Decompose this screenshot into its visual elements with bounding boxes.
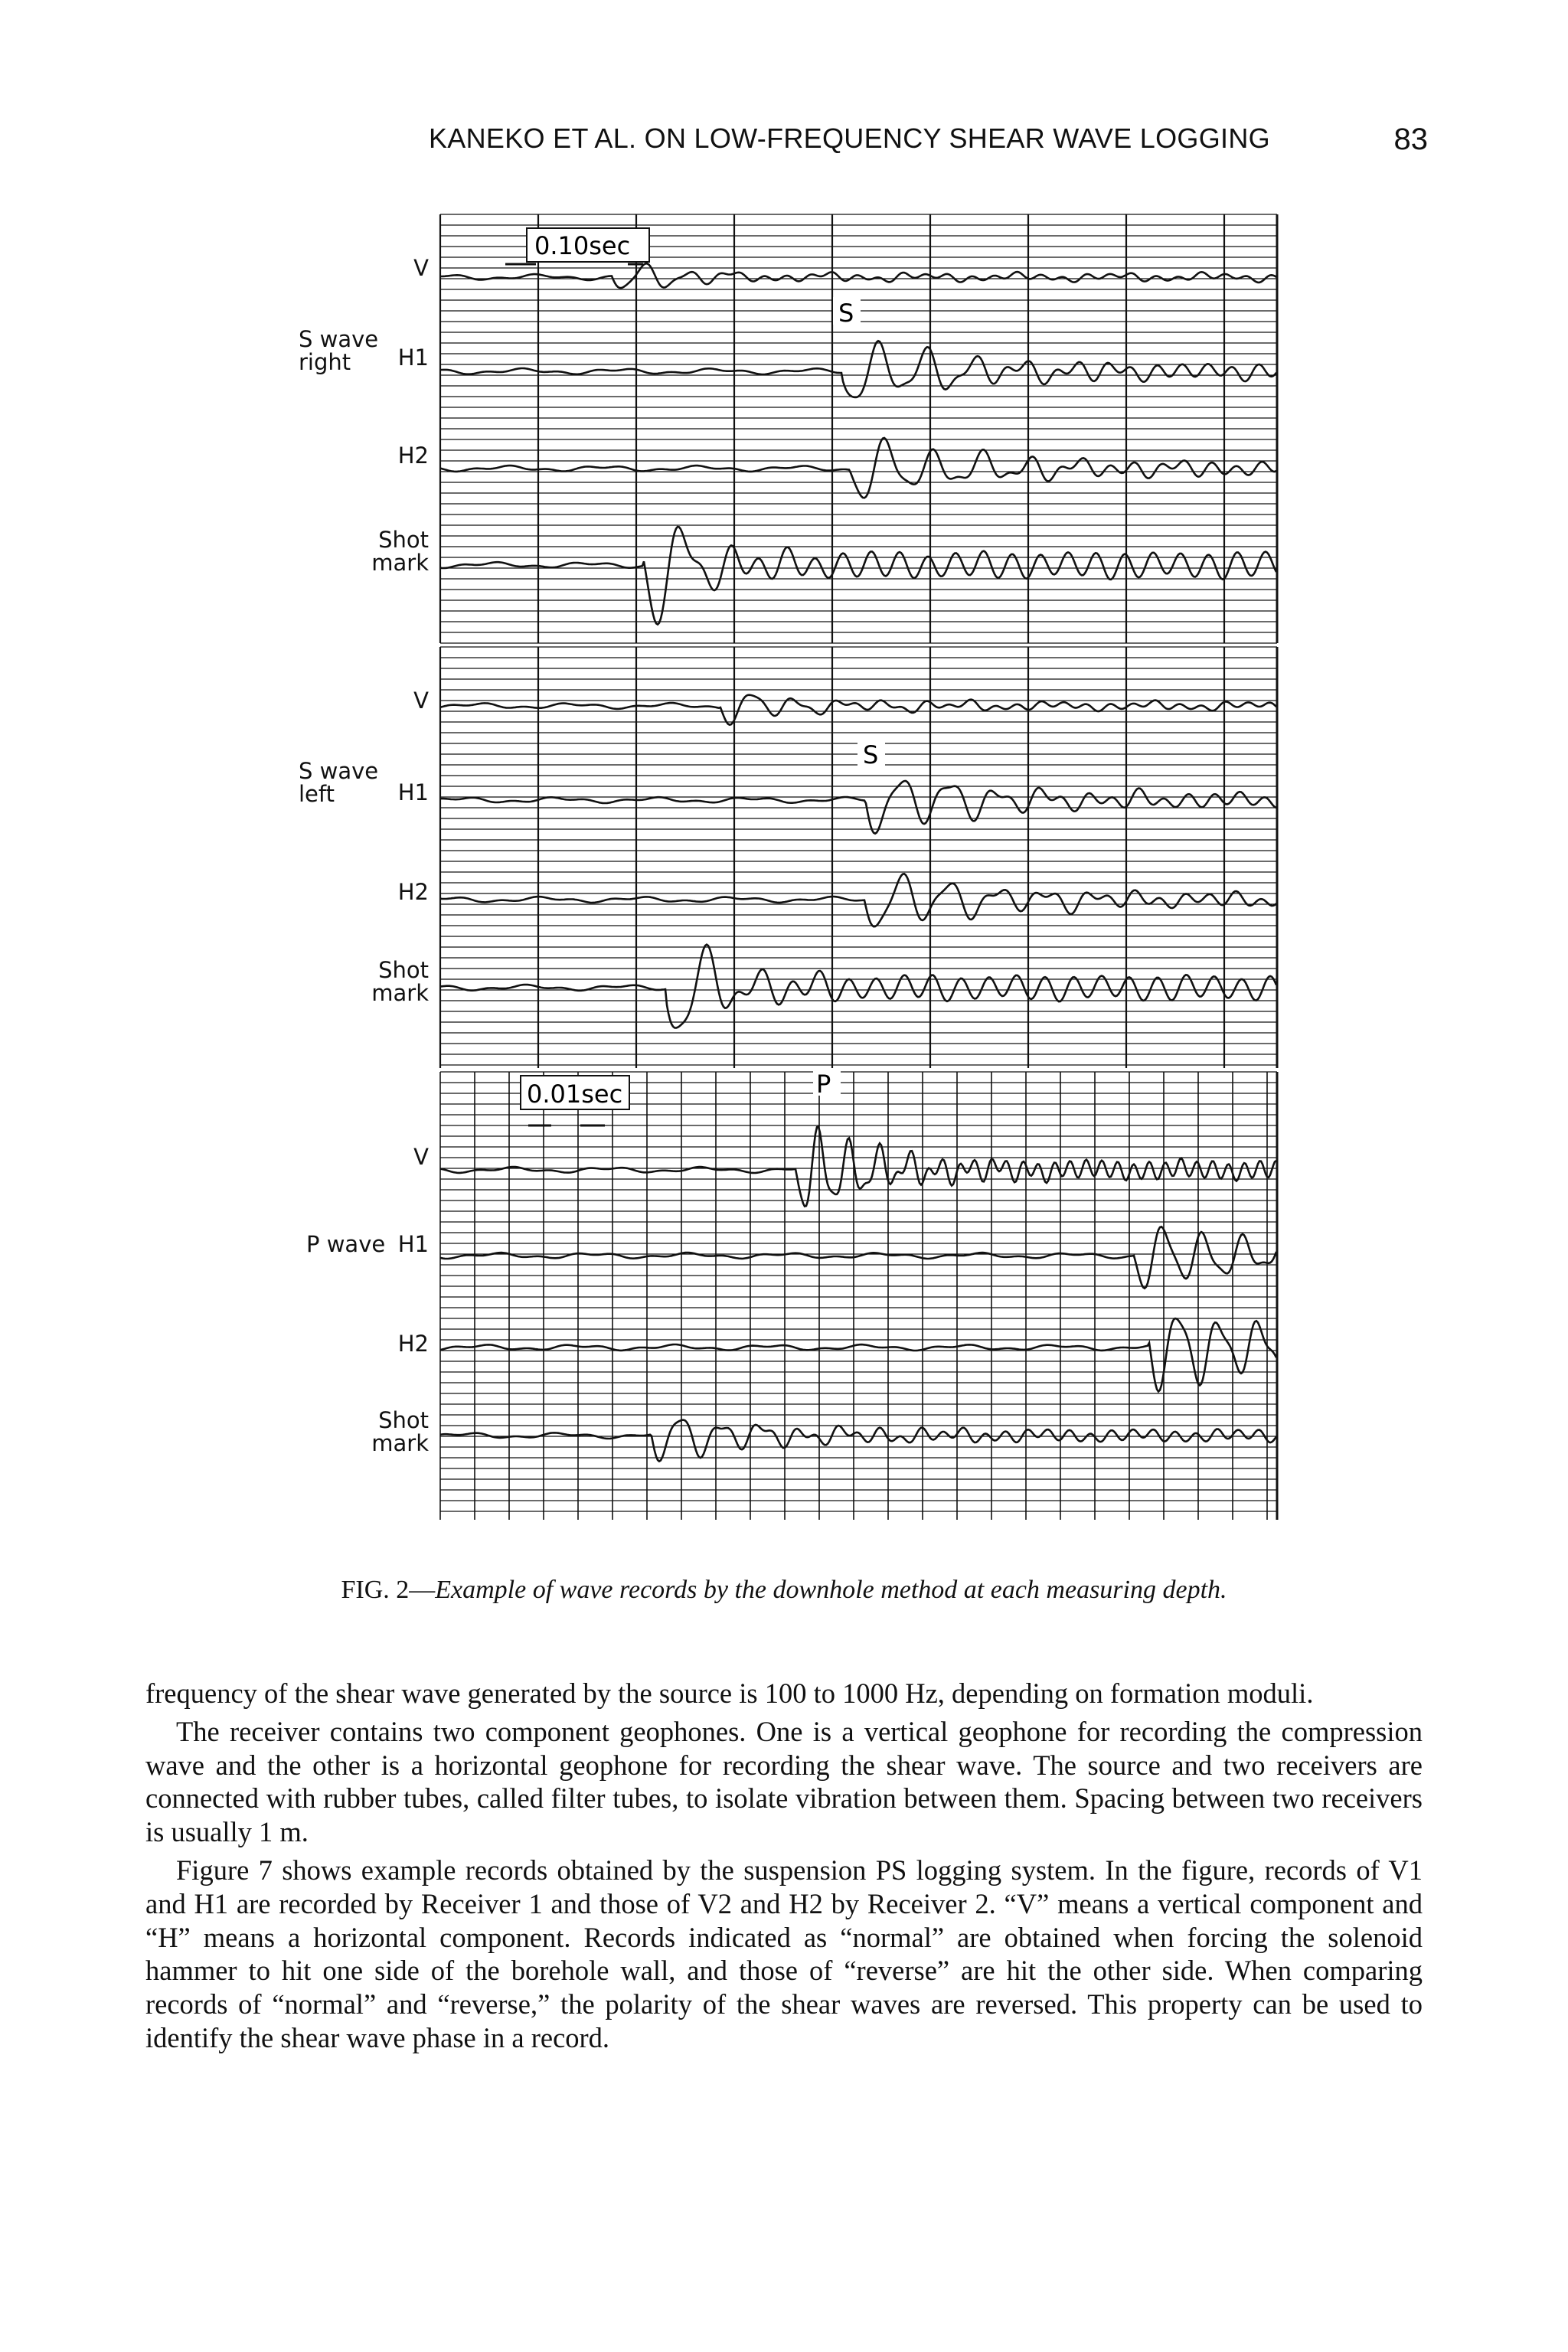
trace-label-v: V [413, 1144, 429, 1170]
paragraph: The receiver contains two component geophones. One is a vertical geophone for recording the compression wave and the other is a horizontal geophone for recording the shear wave. The source and two receivers are connected with rubber tubes, called filter tubes, to isolate vibration between them. Spacing between two receivers is usually 1 m. [145, 1715, 1423, 1848]
time-scale-label: 0.01sec [527, 1080, 623, 1109]
trace-label-h2: H2 [397, 879, 429, 905]
trace-h2 [440, 874, 1276, 926]
page-number: 83 [1393, 122, 1428, 156]
trace-label-h2: H2 [397, 443, 429, 469]
record-grid [440, 214, 1277, 1520]
wave-traces [440, 263, 1276, 1461]
trace-label-shot-mark [352, 1409, 429, 1455]
running-title: KANEKO ET AL. ON LOW-FREQUENCY SHEAR WAVE LOGGING [429, 122, 1270, 154]
paragraph: Figure 7 shows example records obtained by the suspension PS logging system. In the figure, records of V1 and H1 are recorded by Receiver 1 and those of V2 and H2 by Receiver 2. “V” means a vertical component and “H” means a horizontal component. Records indicated as “normal” are obtained when forcing the solenoid hammer to hit one side of the borehole wall, and those of “reverse” are hit the other side. When comparing records of “normal” and “reverse,” the polarity of the shear waves are reversed. This property can be used to identify the shear wave phase in a record. [145, 1854, 1423, 2053]
trace-v [440, 263, 1276, 288]
time-scale-label: 0.10sec [534, 231, 631, 260]
body-text [145, 1677, 1423, 2055]
trace-label-shot: Shot [378, 527, 429, 553]
trace-v [440, 695, 1276, 725]
trace-label-mark: mark [371, 550, 429, 577]
trace-label-h1: H1 [397, 779, 429, 805]
caption-text: Example of wave records by the downhole method at each measuring depth. [435, 1576, 1227, 1604]
group-label-line-1: S wave [299, 326, 379, 352]
group-label-line-1: S wave [299, 758, 379, 784]
figure-caption [0, 1576, 1568, 1605]
trace-label-shot-mark [352, 528, 429, 575]
paragraph-continuation: frequency of the shear wave generated by the source is 100 to 1000 Hz, depending on formation moduli. [145, 1677, 1314, 1709]
trace-label-v: V [413, 688, 429, 714]
group-label-line-2: right [299, 349, 351, 376]
group-label-s-wave-right [299, 328, 378, 374]
group-label-line-2: left [299, 781, 335, 808]
trace-v [440, 1127, 1276, 1207]
trace-h1 [440, 781, 1276, 834]
trace-label-v: V [413, 255, 429, 281]
trace-label-mark: mark [371, 980, 429, 1007]
trace-label-h1: H1 [397, 1231, 429, 1257]
group-label-p-wave: P wave [306, 1231, 386, 1257]
trace-label-shot: Shot [378, 1407, 429, 1433]
trace-label-shot: Shot [378, 957, 429, 983]
trace-label-h1: H1 [397, 345, 429, 371]
trace-shot-mark [440, 527, 1276, 625]
caption-prefix: FIG. 2— [341, 1576, 436, 1604]
s-pick-label: S [838, 299, 854, 328]
trace-h2 [440, 438, 1276, 498]
group-label-s-wave-left [299, 760, 378, 806]
trace-label-h2: H2 [397, 1331, 429, 1357]
trace-shot-mark [440, 945, 1276, 1028]
trace-h1 [440, 1227, 1276, 1288]
trace-label-mark: mark [371, 1430, 429, 1457]
trace-h1 [440, 341, 1276, 397]
p-pick-label: P [816, 1070, 831, 1099]
trace-label-shot-mark [352, 959, 429, 1005]
s-pick-label: S [863, 740, 879, 769]
trace-shot-mark [440, 1420, 1276, 1462]
